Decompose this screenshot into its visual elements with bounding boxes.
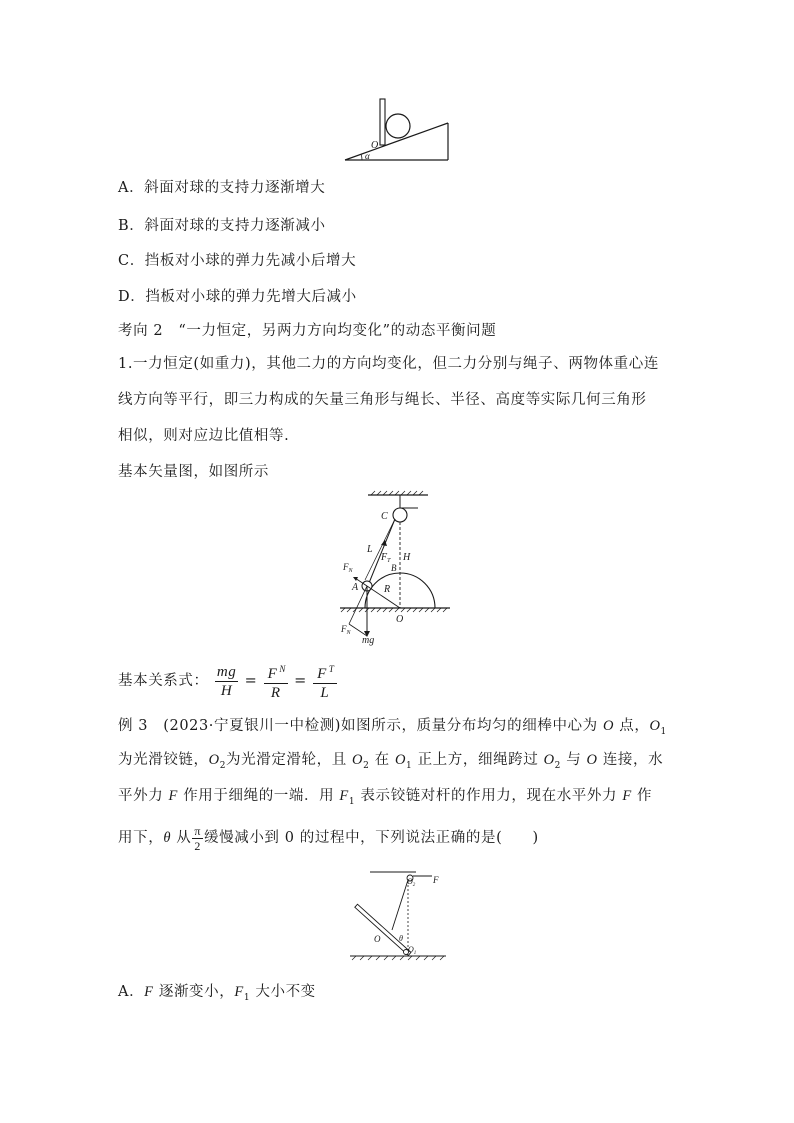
label-FT: $F_T$ [381,552,391,564]
label-O: O [396,614,404,625]
fraction-FT-L: $\frac{F ^T}{L}$ [313,660,336,702]
label-O-rod: O [374,934,381,944]
rod-pulley-figure [348,868,448,963]
label-O2: $O_2$ [407,877,416,888]
paragraph-line-1: 1.一力恒定(如重力)，其他二力的方向均变化，但二力分别与绳子、两物体重心连 [118,356,659,372]
paragraph-line-2: 线方向等平行，即三力构成的矢量三角形与绳长、半径、高度等实际几何三角形 [118,392,647,408]
label-mg: mg [362,635,375,646]
fraction-FN-R: $\frac{F ^N}{R}$ [264,660,288,702]
label-R: R [384,584,391,595]
relation-formula: 基本关系式： $\frac{mg}{H}$ = $\frac{F ^N}{R}$ = $\frac{F ^T}{L}$ [118,660,338,702]
option-b: B．斜面对球的支持力逐渐减小 [118,218,326,234]
incline-ball-figure [340,95,455,165]
section-heading: 考向 2 “一力恒定，另两力方向均变化”的动态平衡问题 [118,323,497,339]
vector-diagram-figure [335,488,455,648]
example3-line-4: 用下，θ 从 $\frac{\pi}{2}$ 缓慢减小到 0 的过程中，下列说法正确的是( ) [118,823,539,853]
option-a: A．斜面对球的支持力逐渐增大 [118,180,326,196]
example3-line-2: 为光滑铰链，$O_2$为光滑定滑轮，且 $O_2$ 在 $O_1$ 正上方，细绳跨过 $O_2$ 与 O 连接，水 [118,752,664,771]
label-F: F [433,875,439,885]
option-c: C．挡板对小球的弹力先减小后增大 [118,253,357,269]
example3-line-1: 例 3 (2023·宁夏银川一中检测)如图所示，质量分布均匀的细棒中心为 O 点，$O_1$ [118,718,667,737]
fraction-pi-over-2: $\frac{\pi}{2}$ [194,823,202,853]
label-theta: θ [399,934,403,943]
label-O1: $O_1$ [408,945,417,956]
angle-alpha-label: α [365,151,370,161]
label-C: C [381,511,388,522]
option-d: D．挡板对小球的弹力先增大后减小 [118,289,357,305]
example3-line-3: 平外力 F 作用于细绳的一端．用 $F_1$ 表示铰链对杆的作用力，现在水平外力 F 作 [118,788,653,807]
label-A: A [352,582,359,593]
paragraph-line-3: 相似，则对应边比值相等. [118,428,290,444]
label-B: B [391,563,397,573]
label-FN-bottom: $F_N$ [341,624,351,636]
point-O-label: O [371,140,379,151]
q3-option-a: A．F 逐渐变小，$F_1$ 大小不变 [118,984,316,1003]
fraction-mg-H: $\frac{mg}{H}$ [216,663,237,699]
vector-caption: 基本矢量图，如图所示 [118,464,269,480]
label-L: L [367,544,373,555]
label-H: H [403,552,411,563]
label-FN-top: $F_N$ [343,562,353,574]
